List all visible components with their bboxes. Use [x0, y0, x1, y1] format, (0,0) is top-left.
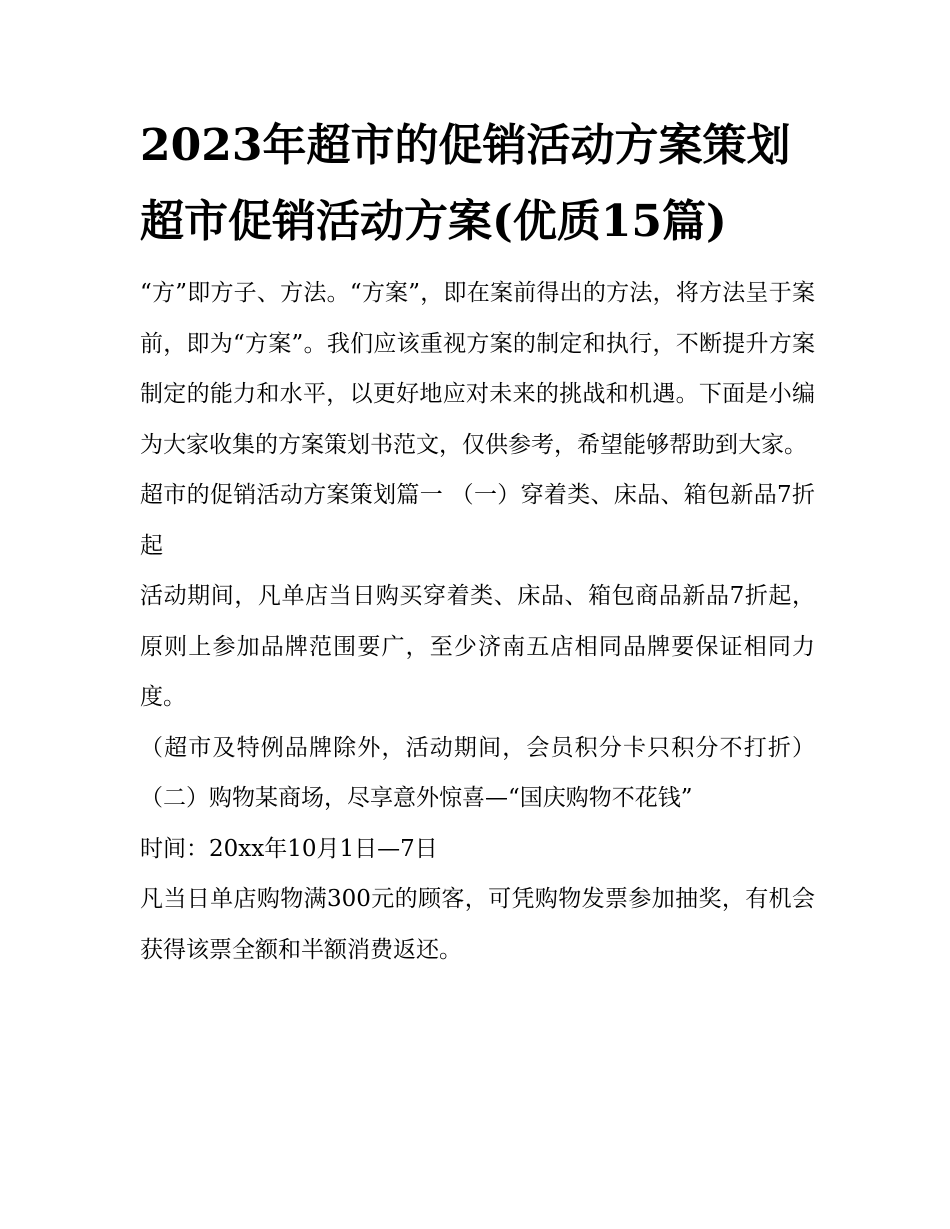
- paragraph-exclusions: （超市及特例品牌除外，活动期间，会员积分卡只积分不打折） （二）购物某商场，尽享意外惊喜—“国庆购物不花钱”: [140, 734, 815, 811]
- paragraph-lottery: 凡当日单店购物满300元的顾客，可凭购物发票参加抽奖，有机会获得该票全额和半额消费返还。: [140, 886, 815, 963]
- document-title: 2023年超市的促销活动方案策划 超市促销活动方案(优质15篇): [140, 120, 791, 247]
- paragraph-intro: “方”即方子、方法。“方案”，即在案前得出的方法，将方法呈于案前，即为“方案”。我们应该重视方案的制定和执行，不断提升方案制定的能力和水平，以更好地应对未来的挑战和机遇。下面是小编为大家收集的方案策划书范文，仅供参考，希望能够帮助到大家。: [140, 280, 815, 458]
- paragraph-activity-period: 活动期间，凡单店当日购买穿着类、床品、箱包商品新品7折起，原则上参加品牌范围要广，至少济南五店相同品牌要保证相同力度。: [140, 583, 815, 710]
- document-body: [140, 108, 815, 975]
- paragraph-time: 时间：20xx年10月1日—7日: [140, 835, 438, 862]
- paragraph-section-one: 超市的促销活动方案策划篇一 （一）穿着类、床品、箱包新品7折起: [140, 482, 815, 559]
